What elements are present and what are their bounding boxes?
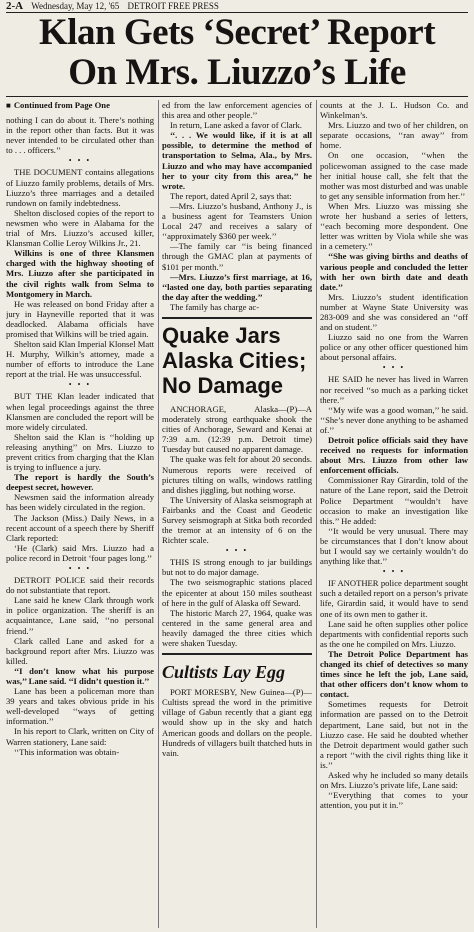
paragraph: He was released on bond Friday after a jury in Hayneville reported that it was deadlocked. Alabama officials have promised that Wilkins will be tried again. (6, 298, 154, 339)
paragraph-bold: Wilkins is one of three Klansmen charged with the highway shooting of Mrs. Liuzzo after she participated in the civil rights walk from Selma to Montgomery in March. (6, 248, 154, 299)
main-headline (6, 13, 468, 95)
paragraph: Shelton disclosed copies of the report to newsmen who were in Alabama for the trial of Mrs. Liuzzo’s accused killer, Klansman Collie Leroy Wilkins Jr., 21. (6, 207, 154, 249)
paragraph: Mrs. Liuzzo’s student identification number at Wayne State University was 283-009 and she was considered an ‘‘off and on student.’’ (320, 291, 468, 333)
page-folio (6, 0, 468, 12)
paragraph-bold: The Detroit Police Department has changed its chief of detectives so many times since he left the job, Lane said, that other officers don’t know whom to contact. (320, 648, 468, 700)
paragraph: ‘‘This information was obtain- (14, 746, 120, 757)
paragraph: In return, Lane asked a favor of Clark. (170, 120, 302, 131)
paragraph-bold: ‘‘. . . We would like, if it is at all possible, to determine the method of transportation to Selma, Ala., by Mrs. Liuzzo and who may have accompanied her to your city from this area,’’ he wrote. (162, 130, 312, 191)
paragraph: —The family car ‘‘is being financed through the GMAC plan at payments of $101 per month.’’ (162, 241, 312, 272)
paragraph: The quake was felt for about 20 seconds. Numerous reports were received of pictures tilting on walls, windows rattling and dishes jiggling, but nothing worse. (162, 454, 312, 495)
paragraph: Commissioner Ray Girardin, told of the nature of the Lane report, said the Detroit Police Department ‘‘wouldn’t have occasion to make an investigation like this.’’ He added: (320, 475, 468, 526)
paragraph: nothing I can do about it. There’s nothing in the report other than facts. But it was never intended to be circulated other than to . . . officers.’’ (6, 115, 154, 156)
paragraph: The University of Alaska seismograph at Fairbanks and the Coast and Geodetic Survey seismograph at Sitka both recorded the tremor at an intensity of 6 on the Richter scale. (162, 494, 312, 546)
article-column-3 (320, 100, 468, 928)
paragraph: THIS IS strong enough to jar buildings but not to do major damage. (162, 557, 312, 578)
headline-rule (6, 96, 468, 97)
paragraph: In his report to Clark, written on City of Warren stationery, Lane said: (6, 726, 154, 747)
headline-line-1: Klan Gets ‘Secret’ Report (38, 13, 436, 53)
column-divider (316, 100, 317, 928)
paragraph: Newsmen said the information already has been widely circulated in the region. (6, 492, 154, 513)
paragraph: ‘‘It would be very unusual. There may be circumstances that I don’t know about but I would say we certainly wouldn’t do anything like that.’’ (320, 525, 468, 567)
paragraph: The Jackson (Miss.) Daily News, in a recent account of a speech there by Sheriff Clark reported: (6, 512, 154, 543)
continued-line: ■ Continued from Page One (6, 100, 110, 110)
paragraph: IF ANOTHER police department sought such a detailed report on a person’s private life, Girardin said, it would have to send one of its own men to gather it. (320, 578, 468, 619)
paragraph: The two seismographic stations placed the epicenter at about 150 miles southeast of here in the gulf of Alaska off Seward. (162, 577, 312, 608)
paragraph: Shelton said Klan Imperial Klonsel Matt H. Murphy, Wilkin’s attorney, made a number of efforts to introduce the Lane report at the trial. He was unsuccessful. (6, 339, 154, 380)
paragraph: When Mrs. Liuzzo was missing she wrote her husband a series of letters, ‘‘each becoming more despondent. One letter was written by Viola while she was in a cemetery.’’ (320, 200, 468, 252)
paragraph-bold: ‘‘I don’t know what his purpose was,’’ Lane said. ‘‘I didn’t question it.’’ (6, 665, 154, 686)
section-divider-stars: • • • (382, 363, 406, 373)
paragraph: The historic March 27, 1964, quake was centered in the same general area and heavily damaged the three cities which were shaken Tuesday. (162, 607, 312, 649)
paragraph-bold: Detroit police officials said they have received no requests for information about Mrs. Liuzzo from other law enforcement officials. (320, 435, 468, 476)
article-column-1 (6, 100, 154, 928)
paragraph: PORT MORESBY, New Guinea—(P)—Cultists spread the word in the primitive village of Gabun recently that a giant egg would show up in the sky and hatch American goods and dollars on the people. Hundreds of villagers built thatched huts in vain. (162, 687, 312, 758)
paragraph: Asked why he included so many details on Mrs. Liuzzo’s private life, Lane said: (320, 770, 468, 791)
paragraph: The report, dated April 2, says that: (170, 190, 292, 201)
article-column-2 (162, 100, 312, 928)
story-separator-rule (162, 653, 312, 655)
paragraph: counts at the J. L. Hudson Co. and Winkelman’s. (320, 100, 468, 121)
page-number: 2-A (6, 0, 24, 12)
paragraph-bold: The report is hardly the South’s deepest secret, however. (6, 472, 154, 493)
section-divider-stars: • • • (68, 380, 92, 390)
paragraph: THE DOCUMENT contains allegations of Liuzzo family problems, details of Mrs. Liuzzo’s three marriages and a detailed rundown on family indebtedness. (6, 167, 154, 208)
bullet-icon: ■ (6, 101, 11, 110)
paragraph: DETROIT POLICE said their records do not substantiate that report. (6, 575, 154, 596)
paragraph: ‘He (Clark) said Mrs. Liuzzo had a police record in Detroit ‘four pages long.’’ (6, 542, 154, 563)
paragraph: ‘‘Everything that comes to your attention, you put it in.’’ (320, 790, 468, 811)
cultists-story-headline: Cultists Lay Egg (162, 662, 286, 683)
paragraph: HE SAID he never has lived in Warren nor received ‘‘so much as a parking ticket there.’’ (320, 374, 468, 405)
paragraph: Mrs. Liuzzo and two of her children, on separate occasions, ‘‘ran away’’ from home. (320, 120, 468, 151)
paragraph: ‘‘My wife was a good woman,’’ he said. ‘‘She’s never done anything to be ashamed of.’’ (320, 404, 468, 435)
section-divider-stars: • • • (382, 567, 406, 577)
story-separator-rule (162, 317, 312, 319)
paragraph: The family has charge ac- (170, 301, 260, 312)
section-divider-stars: • • • (225, 546, 249, 556)
paragraph: Lane has been a policeman more than 39 years and takes obvious pride in his well-developed ‘‘ways of getting information.’’ (6, 686, 154, 727)
paragraph: ed from the law enforcement agencies of this area and other people.’’ (162, 100, 312, 121)
paragraph: BUT THE Klan leader indicated that when legal proceedings against the three Klansmen are concluded the report will be more widely circulated. (6, 391, 154, 432)
paragraph-bold: ‘‘She was giving births and deaths of various people and concluded the letter with her own birth date and death date.’’ (320, 251, 468, 292)
paragraph: Sometimes requests for Detroit information are passed on to the Detroit department, Lane said, but not in the Liuzzo case. He said he doubted whether the Detroit department would gather such a report ‘‘with the civil rights thing like it is.’’ (320, 699, 468, 770)
headline-line-2: On Mrs. Liuzzo’s Life (68, 52, 406, 93)
paragraph: Clark called Lane and asked for a background report after Mrs. Liuzzo was killed. (6, 635, 154, 666)
issue-date: Wednesday, May 12, '65 (31, 1, 120, 11)
section-divider-stars: • • • (68, 564, 92, 574)
quake-story-headline: Quake Jars Alaska Cities; No Damage (162, 322, 307, 398)
paragraph: —Mrs. Liuzzo’s husband, Anthony J., is a business agent for Teamsters Union Local 247 and receives a salary of ‘‘approximately $360 per week.’’ (162, 200, 312, 242)
newspaper-name: DETROIT FREE PRESS (127, 1, 219, 11)
section-divider-stars: • • • (68, 156, 92, 166)
paragraph-bold: —Mrs. Liuzzo’s first marriage, at 16, ‘‘lasted one day, both parties separating the day after the wedding.’’ (162, 271, 312, 302)
paragraph: Lane said he often supplies other police departments with confidential reports such as the one he compiled on Mrs. Liuzzo. (320, 618, 468, 649)
paragraph: Shelton said the Klan is ‘‘holding up releasing anything’’ on Mrs. Liuzzo to prevent critics from charging that the Klan is trying to influence a jury. (6, 431, 154, 473)
paragraph: ANCHORAGE, Alaska—(P)—A moderately strong earthquake shook the cities of Anchorage, Seward and Kenai at 7:39 a.m. (12:39 p.m. Detroit time) Tuesday but caused no apparent damage. (162, 403, 312, 455)
column-divider (158, 100, 159, 928)
paragraph: Lane said he knew Clark through work in police organization. The sheriff is an acquaintance, Lane said, ‘‘no personal friend.’’ (6, 595, 154, 636)
paragraph: On one occasion, ‘‘when the policewoman assigned to the case made her initial house call, she felt that the mother was most disturbed and was unable to get any sensible information from her.’’ (320, 150, 468, 201)
paragraph: Liuzzo said no one from the Warren police or any other officer questioned him about personal affairs. (320, 332, 468, 363)
